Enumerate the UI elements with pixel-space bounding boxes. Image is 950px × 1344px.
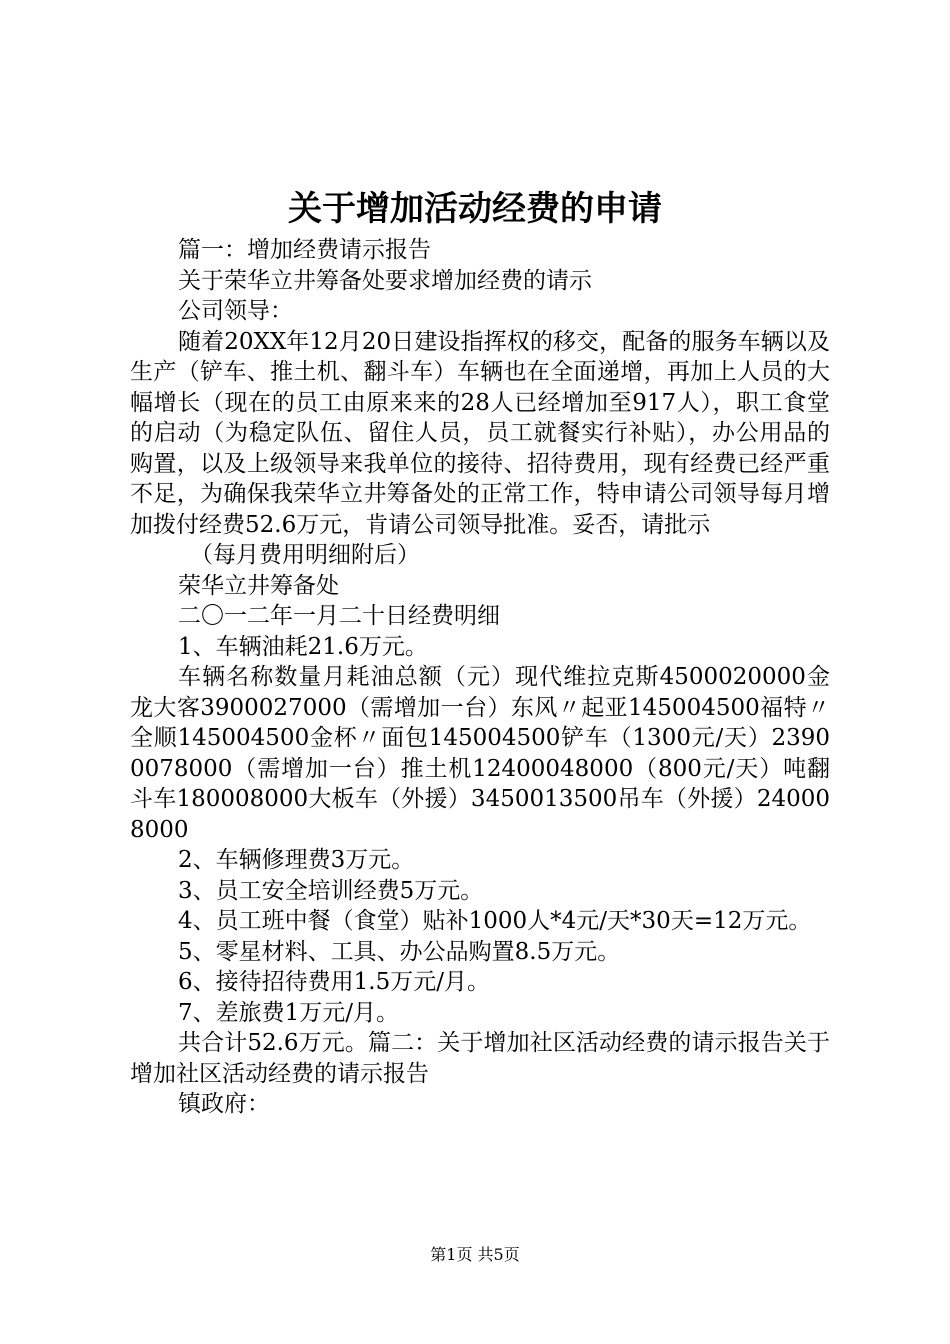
paragraph-item-vehicle-repair: 2、车辆修理费3万元。 xyxy=(178,847,415,873)
paragraph-date-and-detail-heading: 二〇一二年一月二十日经费明细 xyxy=(178,603,500,629)
paragraph-vehicle-fuel-details: 车辆名称数量月耗油总额（元）现代维拉克斯4500020000金龙大客3900027000（需增加一台）东风〃起亚145004500福特〃全顺145004500金杯〃面包145004500铲车（1300元/天）23900078000（需增加一台）推土机12400048000（800元/天）吨翻斗车180008000大板车（外援）3450013500吊车（外援）240008000 xyxy=(130,664,830,843)
paragraph-item-safety-training: 3、员工安全培训经费5万元。 xyxy=(178,877,484,904)
paragraph-item-reception-costs: 6、接待招待费用1.5万元/月。 xyxy=(178,969,490,995)
paragraph-item-materials-purchase: 5、零星材料、工具、办公品购置8.5万元。 xyxy=(178,938,621,965)
document-body xyxy=(130,235,830,1120)
paragraph-item-vehicle-fuel: 1、车辆油耗21.6万元。 xyxy=(178,633,428,660)
paragraph-attachment-note: （每月费用明细附后） xyxy=(190,542,420,568)
paragraph-item-travel-costs: 7、差旅费1万元/月。 xyxy=(178,999,400,1026)
paragraph-salutation: 公司领导： xyxy=(178,298,293,324)
paragraph-total-and-section-two: 共合计52.6万元。篇二：关于增加社区活动经费的请示报告关于增加社区活动经费的请示报告 xyxy=(130,1030,830,1087)
paragraph-request-title: 关于荣华立井筹备处要求增加经费的请示 xyxy=(178,267,592,294)
paragraph-main-request: 随着20XX年12月20日建设指挥权的移交，配备的服务车辆以及生产（铲车、推土机、翻斗车）车辆也在全面递增，再加上人员的大幅增长（现在的员工由原来来的28人已经增加至917人），职工食堂的启动（为稳定队伍、留住人员，员工就餐实行补贴），办公用品的购置，以及上级领导来我单位的接待、招待费用，现有经费已经严重不足，为确保我荣华立井筹备处的正常工作，特申请公司领导每月增加拨付经费52.6万元，肯请公司领导批准。妥否，请批示 xyxy=(130,328,830,538)
paragraph-section-two-salutation: 镇政府： xyxy=(178,1091,270,1117)
paragraph-item-meal-subsidy: 4、员工班中餐（食堂）贴补1000人*4元/天*30天=12万元。 xyxy=(178,908,812,934)
page-footer: 第1页 共5页 xyxy=(430,1245,520,1264)
paragraph-signature: 荣华立井筹备处 xyxy=(178,572,339,599)
paragraph-section-one-heading: 篇一：增加经费请示报告 xyxy=(178,237,431,263)
document-title: 关于增加活动经费的申请 xyxy=(288,189,662,229)
